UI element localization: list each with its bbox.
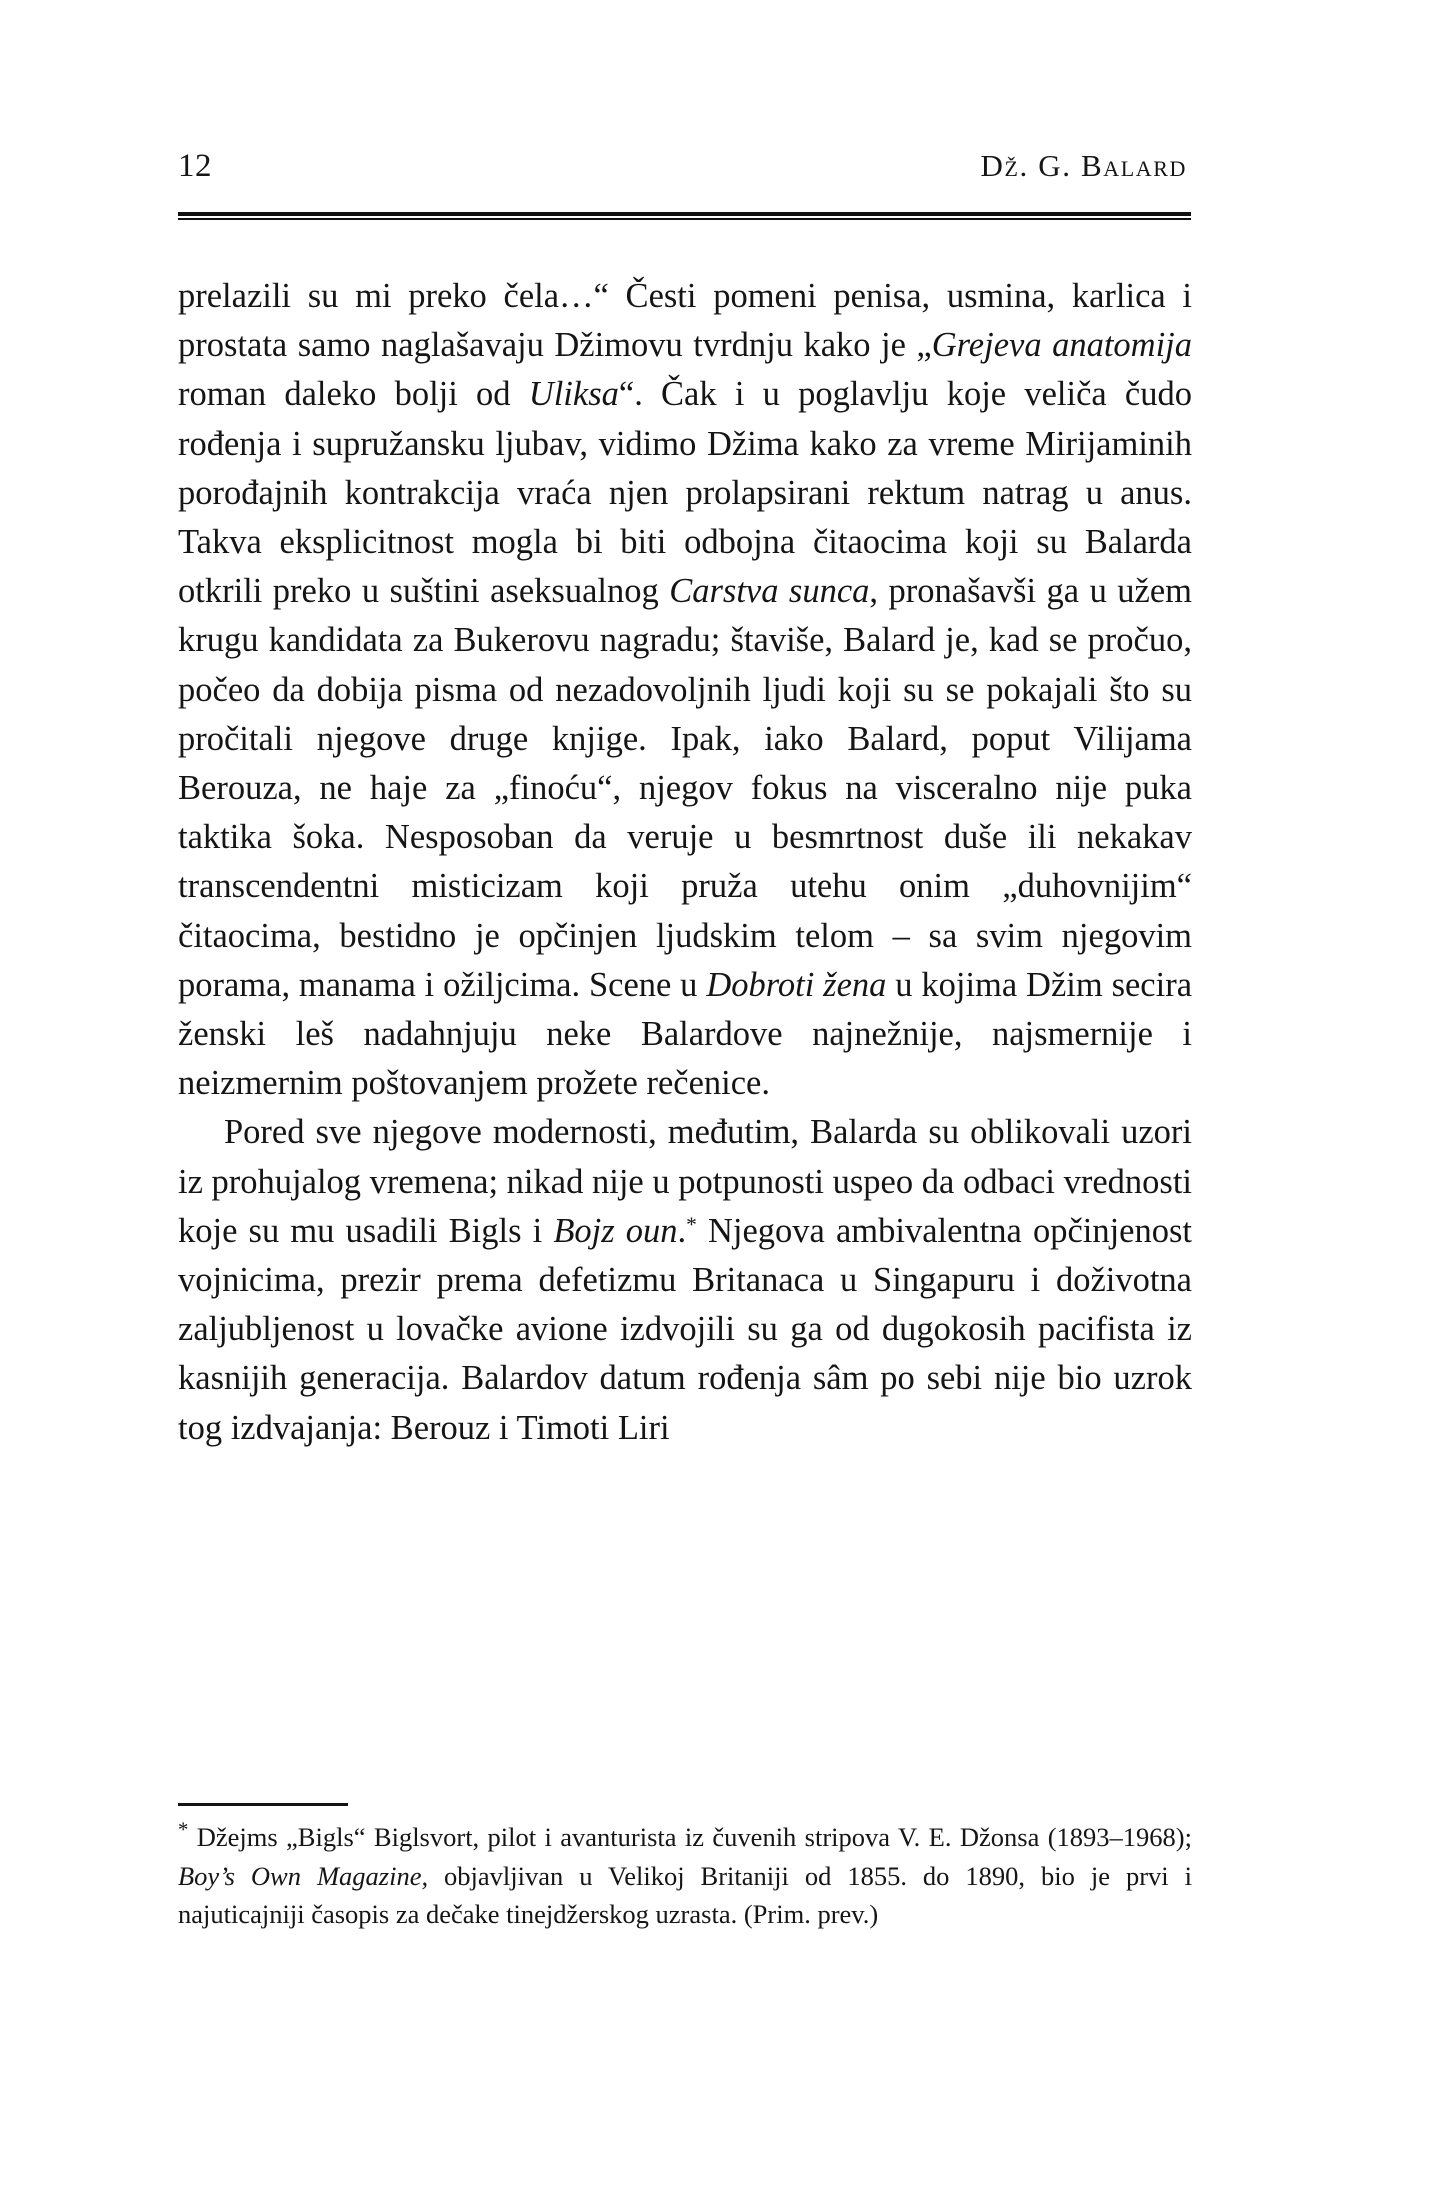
header-rule-thick — [178, 212, 1191, 216]
footnote-text — [178, 1818, 1192, 1934]
header-double-rule — [178, 212, 1191, 220]
footnote-block — [178, 1818, 1192, 1934]
footnote-marker: * — [178, 1819, 189, 1842]
footnote-separator-rule — [178, 1803, 348, 1806]
running-title: Dž. G. Balard — [980, 148, 1187, 183]
header-rule-thin — [178, 218, 1191, 220]
running-head — [178, 150, 1191, 196]
footnote-body: Džejms „Bigls“ Biglsvort, pilot i avanturista iz čuvenih stripova V. E. Džonsa (1893–1968); Boy’s Own Magazine, objavljivan u Velikoj Britaniji od 1855. do 1890, bio je prvi i najuticajniji časopis za dečake tinejdžerskog uzrasta. (Prim. prev.) — [178, 1822, 1192, 1929]
body-text — [178, 272, 1192, 1453]
page-number: 12 — [178, 148, 212, 184]
paragraph: prelazili su mi preko čela…“ Česti pomeni penisa, usmina, karlica i prostata samo naglašavaju Džimovu tvrdnju kako je „Grejeva anatomija roman daleko bolji od Uliksa“. Čak i u poglavlju koje veliča čudo rođenja i supružansku ljubav, vidimo Džima kako za vreme Mirijaminih porođajnih kontrakcija vraća njen prolapsirani rektum natrag u anus. Takva eksplicitnost mogla bi biti odbojna čitaocima koji su Balarda otkrili preko u suštini aseksualnog Carstva sunca, pronašavši ga u užem krugu kandidata za Bukerovu nagradu; štaviše, Balard je, kad se pročuo, počeo da dobija pisma od nezadovoljnih ljudi koji su se pokajali što su pročitali njegove druge knjige. Ipak, iako Balard, poput Vilijama Berouza, ne haje za „finoću“, njegov fokus na visceralno nije puka taktika šoka. Nesposoban da veruje u besmrtnost duše ili nekakav transcendentni misticizam koji pruža utehu onim „duhovnijim“ čitaocima, bestidno je opčinjen ljudskim telom – sa svim njegovim porama, manama i ožiljcima. Scene u Dobroti žena u kojima Džim secira ženski leš nadahnjuju neke Balardove najnežnije, najsmernije i neizmernim poštovanjem prožete rečenice. — [178, 277, 1193, 1103]
paragraph: Pored sve njegove modernosti, međutim, Balarda su oblikovali uzori iz prohujalog vremena; nikad nije u potpunosti uspeo da odbaci vrednosti koje su mu usadili Bigls i Bojz oun.* Njegova ambivalentna opčinjenost vojnicima, prezir prema defetizmu Britanaca u Singapuru i doživotna zaljubljenost u lovačke avione izdvojili su ga od dugokosih pacifista iz kasnijih generacija. Balardov datum rođenja sâm po sebi nije bio uzrok tog izdvajanja: Berouz i Timoti Liri — [178, 1113, 1192, 1447]
